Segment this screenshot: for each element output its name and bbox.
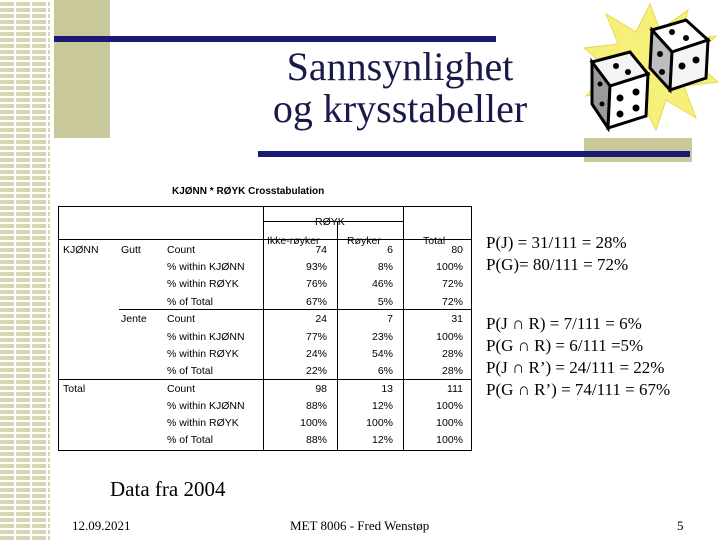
- crosstab-cell: 100%: [436, 417, 463, 429]
- crosstab-cell: 22%: [305, 364, 327, 377]
- footer-text: MET 8006 - Fred Wenstøp: [290, 518, 430, 533]
- slide-title: [240, 46, 560, 130]
- crosstab-table: [58, 206, 472, 451]
- crosstab-cell: 88%: [305, 434, 327, 447]
- crosstab-cell: 46%: [371, 278, 393, 291]
- crosstab-cell: 6: [387, 244, 393, 256]
- crosstab-cell: 7: [387, 313, 393, 326]
- crosstab-group-label: Gutt: [121, 244, 141, 256]
- crosstab-stat-label: % within KJØNN: [167, 261, 245, 274]
- page-number: 5: [677, 518, 684, 533]
- crosstab-stat-label: Count: [167, 382, 196, 395]
- crosstab-cell: 8%: [377, 261, 393, 274]
- crosstab-cell: 98: [315, 382, 327, 395]
- crosstab-group-label: Total: [63, 382, 86, 395]
- decorative-line-bottom: [258, 151, 690, 157]
- table-divider: [59, 239, 471, 240]
- crosstab-cell: 67%: [305, 295, 327, 308]
- crosstab-row-variable: KJØNN: [63, 244, 99, 256]
- crosstab-stat-label: % of Total: [167, 434, 213, 447]
- crosstab-stat-label: % within RØYK: [167, 347, 239, 360]
- decorative-block-top: [54, 0, 110, 138]
- table-divider: [59, 379, 471, 380]
- table-divider: [337, 221, 338, 450]
- crosstab-column-header: Ikke-røyker: [267, 235, 320, 247]
- probability-line: P(J ∩ R) = 7/111 = 6%: [486, 314, 642, 333]
- crosstab-cell: 31: [451, 313, 463, 326]
- probability-line: P(G)= 80/111 = 72%: [486, 255, 629, 274]
- crosstab-cell: 111: [447, 382, 463, 395]
- crosstab-cell: 100%: [436, 261, 463, 274]
- crosstab-cell: 72%: [441, 278, 463, 291]
- crosstab-cell: 100%: [436, 330, 463, 343]
- crosstab-stat-label: % within RØYK: [167, 417, 239, 429]
- crosstab-cell: 13: [381, 382, 393, 395]
- crosstab-cell: 12%: [371, 399, 393, 412]
- crosstab-cell: 54%: [371, 347, 393, 360]
- table-divider: [263, 207, 264, 450]
- crosstab-cell: 74: [315, 244, 327, 256]
- slide-title-line-2: og krysstabeller: [272, 86, 528, 131]
- crosstab-column-header: Røyker: [347, 235, 381, 247]
- crosstab-group-header: RØYK: [315, 216, 345, 228]
- crosstab-cell: 77%: [305, 330, 327, 343]
- dice-icon: [580, 0, 720, 132]
- crosstab-stat-label: % within RØYK: [167, 278, 239, 291]
- probability-line: P(J) = 31/111 = 28%: [486, 233, 627, 252]
- crosstab-cell: 88%: [305, 399, 327, 412]
- probability-line: P(G ∩ R’) = 74/111 = 67%: [486, 380, 671, 399]
- crosstab-cell: 72%: [441, 295, 463, 308]
- crosstab-group-label: Jente: [121, 313, 147, 326]
- crosstab-cell: 24: [315, 313, 327, 326]
- crosstab-cell: 76%: [305, 278, 327, 291]
- decorative-stripes: [0, 0, 50, 540]
- crosstab-title: KJØNN * RØYK Crosstabulation: [172, 186, 325, 197]
- crosstab-cell: 23%: [371, 330, 393, 343]
- data-source-note: Data fra 2004: [110, 477, 226, 501]
- crosstab-cell: 93%: [305, 261, 327, 274]
- table-divider: [403, 207, 404, 450]
- crosstab-cell: 80: [451, 244, 463, 256]
- crosstab-cell: 5%: [377, 295, 393, 308]
- crosstab-stat-label: % of Total: [167, 295, 213, 308]
- crosstab-stat-label: % within KJØNN: [167, 330, 245, 343]
- slide-title-line-1: Sannsynlighet: [286, 44, 514, 89]
- crosstab-cell: 28%: [441, 347, 463, 360]
- probability-line: P(G ∩ R) = 6/111 =5%: [486, 336, 644, 355]
- crosstab-stat-label: Count: [167, 313, 196, 326]
- footer-date: 12.09.2021: [72, 518, 131, 533]
- crosstab-stat-label: % of Total: [167, 364, 213, 377]
- crosstab-cell: 100%: [300, 417, 327, 429]
- crosstab-stat-label: % within KJØNN: [167, 399, 245, 412]
- crosstab-cell: 100%: [436, 399, 463, 412]
- decorative-block-right: [584, 138, 692, 162]
- probabilities-block-2: [486, 313, 670, 401]
- crosstab-cell: 28%: [441, 364, 463, 377]
- table-divider: [119, 309, 471, 310]
- probabilities-block-1: [486, 232, 628, 276]
- decorative-line-top: [54, 36, 496, 42]
- crosstab-cell: 100%: [436, 434, 463, 447]
- crosstab-stat-label: Count: [167, 244, 196, 256]
- crosstab-cell: 24%: [305, 347, 327, 360]
- crosstab-cell: 6%: [377, 364, 393, 377]
- crosstab-cell: 12%: [371, 434, 393, 447]
- crosstab-cell: 100%: [366, 417, 393, 429]
- crosstab-column-header: Total: [423, 235, 446, 247]
- probability-line: P(J ∩ R’) = 24/111 = 22%: [486, 358, 665, 377]
